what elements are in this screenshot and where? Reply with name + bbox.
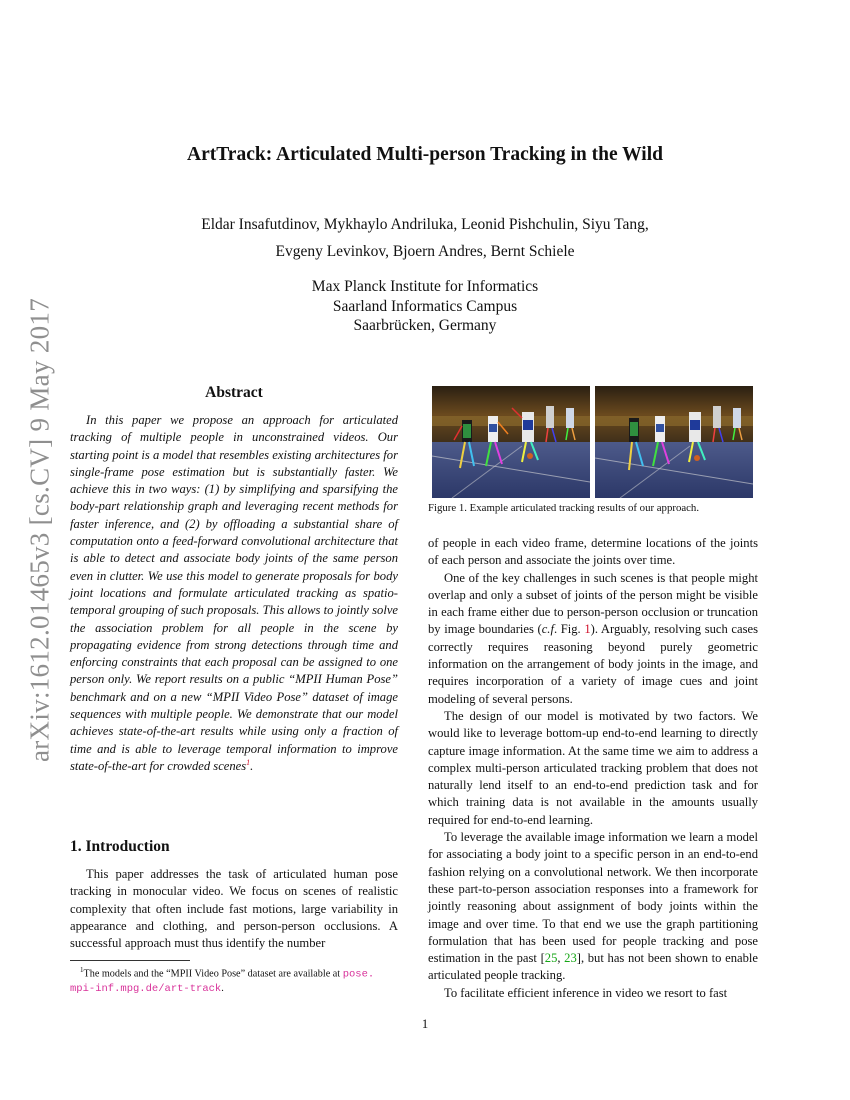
figure-image-right: [595, 386, 753, 498]
figure-image-left: [432, 386, 590, 498]
cf-abbrev: c.f: [541, 622, 554, 637]
affiliation: [0, 277, 850, 336]
affiliation-line-1: Max Planck Institute for Informatics: [311, 278, 539, 295]
affiliation-line-3: Saarbrücken, Germany: [353, 317, 497, 334]
paragraph-4-text-b: ], but has not been shown to enable articulated people tracking.: [428, 951, 759, 983]
footnote-end: .: [221, 982, 224, 994]
paragraph-1: of people in each video frame, determine locations of the joints of each person and associate the joints over time.: [428, 536, 758, 568]
paragraph-2-text-c: ). Arguably, resolving such cases correctly requires reasoning beyond purely geometric information on the arrangement of body joints in the image, and requires incorporation of a variety of image cues and joint modeling of several persons.: [428, 622, 758, 706]
page-number: 1: [421, 1017, 429, 1031]
citation-separator: ,: [557, 951, 565, 966]
figure-ref-link[interactable]: 1: [584, 622, 591, 637]
abstract-section: [70, 384, 398, 775]
introduction-right-column: [428, 535, 758, 1002]
paragraph-4: [428, 829, 758, 985]
paragraph-4-text-a: To leverage the available image information we learn a model for associating a body joint to a specific person in an end-to-end fashion relying on a convolutional network. We then incorporate these part-to-person association responses into a framework for jointly reasoning about assignment of body joints within the image and over time. To that end we use the graph partitioning formulation that has been used for people tracking and pose estimation in the past [: [428, 830, 758, 966]
author-line-2: Evgeny Levinkov, Bjoern Andres, Bernt Schiele: [275, 243, 575, 260]
abstract-text: In this paper we propose an approach for articulated tracking of multiple people in unconstrained videos. Our starting point is a model that resembles existing architectures for single-frame pose estimation but is substantially faster. We achieve this in two ways: (1) by simplifying and sparsifying the body-part relationship graph and leveraging recent methods for faster inference, and (2) by offloading a substantial share of computation onto a feed-forward convolutional architecture that is able to detect and associate body joints of the same person even in clutter. We use this model to generate proposals for body joint locations and formulate articulated tracking as spatio-temporal grouping of such proposals. This allows to jointly solve the association problem for all people in the scene by propagating evidence from strong detections through time and enforcing constraints that each proposal can be assigned to one person only. We report results on a public “MPII Human Pose” benchmark and on a new “MPII Video Pose” dataset of image sequences with multiple people. We demonstrate that our model achieves state-of-the-art results while using only a fraction of time and is able to leverage temporal information to improve state-of-the-art for crowded scenes: [70, 413, 398, 773]
author-line-1: Eldar Insafutdinov, Mykhaylo Andriluka, Leonid Pishchulin, Siyu Tang,: [201, 216, 649, 233]
footnote-mark: 1: [80, 966, 84, 974]
footnote: [70, 963, 398, 996]
section-heading-introduction: 1. Introduction: [70, 838, 170, 855]
arxiv-stamp: [18, 290, 62, 770]
abstract-body: [70, 412, 398, 775]
citation-link-23[interactable]: 23: [564, 951, 577, 966]
abstract-heading: Abstract: [205, 384, 263, 401]
paragraph-2-text-b: . Fig.: [553, 622, 585, 637]
footnote-divider: [70, 960, 190, 961]
affiliation-line-2: Saarland Informatics Campus: [332, 297, 518, 315]
paragraph-5: To facilitate efficient inference in video we resort to fast: [444, 985, 728, 1000]
figure-caption: Figure 1. Example articulated tracking results of our approach.: [428, 502, 700, 514]
author-list: [0, 211, 850, 265]
footnote-link[interactable]: 1: [246, 757, 251, 767]
paragraph-2-text-a: One of the key challenges in such scenes is that people might overlap and only a subset of joints of the person might be visible in each frame either due to person-person occlusion or truncation by image boundaries (: [428, 570, 758, 637]
abstract-end: .: [250, 758, 254, 773]
footnote-url-part-1[interactable]: pose.: [342, 968, 375, 981]
introduction-paragraph: This paper addresses the task of articulated human pose tracking in monocular video. We focus on scenes of realistic complexity that often include fast motions, large variability in appearance and clothing, and person-person occlusions. A successful approach must thus identify the number: [70, 867, 398, 951]
footnote-url-part-2[interactable]: mpi-inf.mpg.de/art-track: [70, 982, 222, 995]
paragraph-2: [428, 570, 758, 708]
arxiv-id: arXiv:1612.01465v3 [cs.CV] 9 May 2017: [24, 297, 55, 763]
citation-link-25[interactable]: 25: [544, 951, 558, 966]
paper-title: ArtTrack: Articulated Multi-person Tracking in the Wild: [187, 144, 663, 165]
footnote-text: The models and the “MPII Video Pose” dataset are available at: [83, 968, 343, 980]
figure-1: [432, 386, 754, 498]
paragraph-3: The design of our model is motivated by two factors. We would like to leverage bottom-up end-to-end learning to directly capture image information. At the same time we aim to address a complex multi-person articulated tracking problem that does not naturally lend itself to an end-to-end prediction task and for which training data is not available in the amounts usually required for end-to-end learning.: [428, 708, 758, 827]
